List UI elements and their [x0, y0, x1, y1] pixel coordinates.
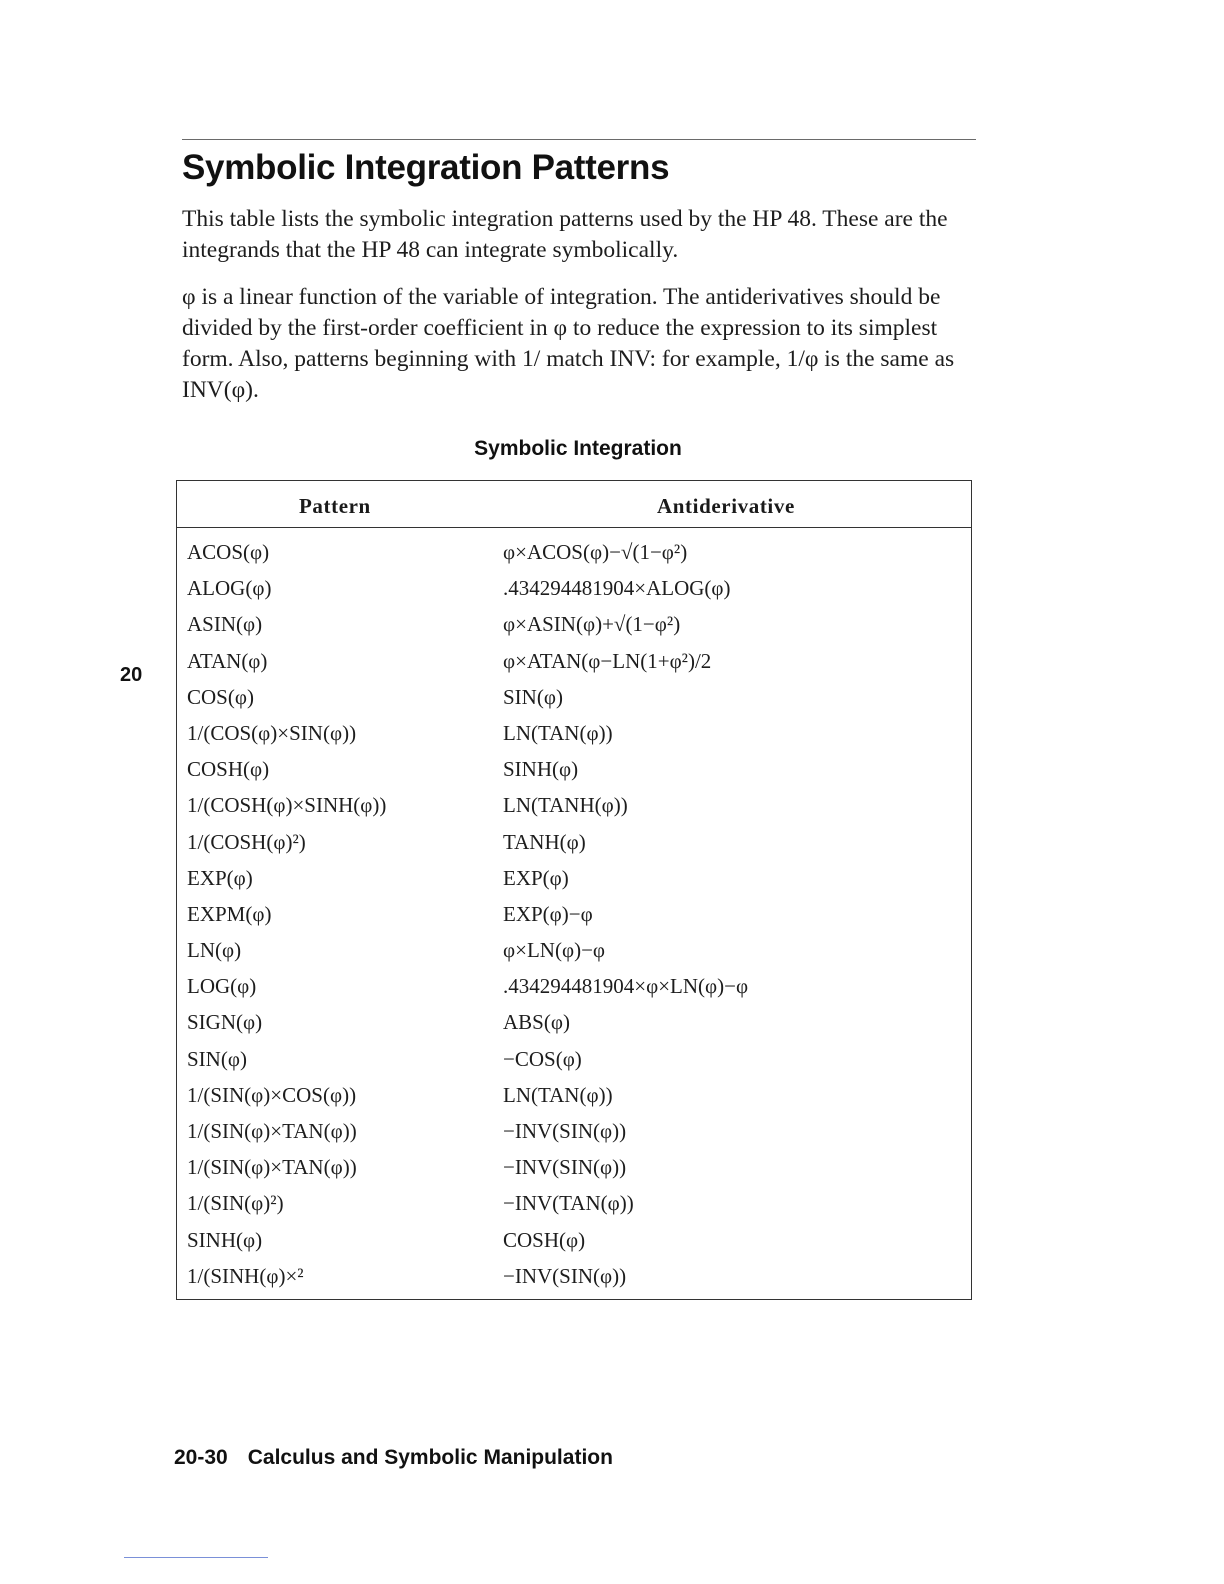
- pattern-cell: 1/(COSH(φ)×SINH(φ)): [187, 793, 387, 818]
- antiderivative-cell: −COS(φ): [503, 1046, 582, 1071]
- antiderivative-cell: φ×ATAN(φ−LN(1+φ²)/2: [503, 648, 712, 673]
- antiderivative-cell: −INV(SIN(φ)): [503, 1155, 627, 1180]
- antiderivative-cell: LN(TANH(φ)): [503, 793, 628, 818]
- antiderivative-cell: −INV(SIN(φ)): [503, 1263, 627, 1288]
- antiderivative-cell: TANH(φ): [503, 829, 586, 854]
- chapter-tab: 20: [120, 664, 143, 686]
- pattern-cell: ALOG(φ): [187, 576, 272, 601]
- column-header-antiderivative: Antiderivative: [657, 494, 795, 518]
- pattern-cell: LOG(φ): [187, 974, 257, 999]
- table-row: [177, 679, 971, 715]
- pattern-cell: SIGN(φ): [187, 1010, 263, 1035]
- page-footer: [174, 1446, 613, 1470]
- heading-rule: [182, 139, 976, 140]
- table-row: [177, 1113, 971, 1149]
- table-row: [177, 1041, 971, 1077]
- table-row: [177, 860, 971, 896]
- antiderivative-cell: −INV(SIN(φ)): [503, 1119, 627, 1143]
- table-body: [177, 528, 971, 1294]
- pattern-cell: ASIN(φ): [187, 612, 263, 637]
- table-row: [177, 1149, 971, 1185]
- table-row: [177, 968, 971, 1004]
- antiderivative-cell: COSH(φ): [503, 1227, 586, 1252]
- table-row: [177, 1258, 971, 1294]
- bottom-edge-line: [124, 1557, 268, 1558]
- pattern-cell: 1/(COS(φ)×SIN(φ)): [187, 720, 357, 745]
- table-row: [177, 1222, 971, 1258]
- pattern-cell: SIN(φ): [187, 1046, 247, 1071]
- pattern-cell: EXP(φ): [187, 865, 253, 890]
- antiderivative-cell: LN(TAN(φ)): [503, 720, 613, 745]
- table-row: [177, 570, 971, 606]
- antiderivative-cell: LN(TAN(φ)): [503, 1082, 613, 1107]
- pattern-cell: 1/(SINH(φ)×²: [187, 1263, 304, 1288]
- antiderivative-cell: EXP(φ): [503, 865, 569, 890]
- note-paragraph: φ is a linear function of the variable of integration. The antiderivatives should be divided by the first-order coefficient in φ to reduce the expression to its simplest form. Also, patterns beginning with 1/ match INV: for example, 1/φ is the same as INV(φ).: [182, 284, 955, 403]
- table-row: [177, 1077, 971, 1113]
- table-row: [177, 715, 971, 751]
- table-header: [177, 481, 971, 528]
- pattern-cell: ATAN(φ): [187, 648, 268, 673]
- antiderivative-cell: .434294481904×φ×LN(φ)−φ: [503, 974, 749, 999]
- antiderivative-cell: .434294481904×ALOG(φ): [503, 576, 731, 601]
- table-caption: Symbolic Integration: [474, 437, 682, 460]
- table-row: [177, 896, 971, 932]
- antiderivative-cell: φ×ACOS(φ)−√(1−φ²): [503, 540, 688, 564]
- footer-page-number: 20-30: [174, 1446, 228, 1469]
- table-row: [177, 932, 971, 968]
- pattern-cell: 1/(SIN(φ)²): [187, 1191, 284, 1216]
- table-row: [177, 787, 971, 823]
- table-row: [177, 606, 971, 642]
- pattern-cell: LN(φ): [187, 938, 242, 963]
- pattern-cell: 1/(SIN(φ)×TAN(φ)): [187, 1155, 357, 1180]
- table-row: [177, 534, 971, 570]
- table-row: [177, 643, 971, 679]
- integration-table: [176, 480, 972, 1300]
- pattern-cell: 1/(SIN(φ)×COS(φ)): [187, 1082, 357, 1107]
- pattern-cell: COSH(φ): [187, 757, 270, 782]
- antiderivative-cell: −INV(TAN(φ)): [503, 1191, 634, 1216]
- antiderivative-cell: EXP(φ)−φ: [503, 901, 593, 926]
- pattern-cell: SINH(φ): [187, 1227, 263, 1252]
- intro-paragraph: This table lists the symbolic integration patterns used by the HP 48. These are the integrands that the HP 48 can integrate symbolically.: [182, 206, 948, 263]
- pattern-cell: 1/(COSH(φ)²): [187, 829, 306, 854]
- pattern-cell: ACOS(φ): [187, 540, 270, 564]
- antiderivative-cell: φ×ASIN(φ)+√(1−φ²): [503, 612, 681, 637]
- column-header-pattern: Pattern: [299, 494, 371, 518]
- page-title: Symbolic Integration Patterns: [182, 148, 670, 187]
- antiderivative-cell: SIN(φ): [503, 684, 563, 709]
- table-row: [177, 751, 971, 787]
- antiderivative-cell: SINH(φ): [503, 757, 579, 782]
- footer-chapter-title: Calculus and Symbolic Manipulation: [247, 1446, 613, 1469]
- antiderivative-cell: φ×LN(φ)−φ: [503, 938, 606, 963]
- pattern-cell: EXPM(φ): [187, 901, 272, 926]
- antiderivative-cell: ABS(φ): [503, 1010, 570, 1035]
- table-row: [177, 1004, 971, 1040]
- table-row: [177, 824, 971, 860]
- table-row: [177, 1185, 971, 1221]
- pattern-cell: 1/(SIN(φ)×TAN(φ)): [187, 1119, 357, 1143]
- pattern-cell: COS(φ): [187, 684, 254, 709]
